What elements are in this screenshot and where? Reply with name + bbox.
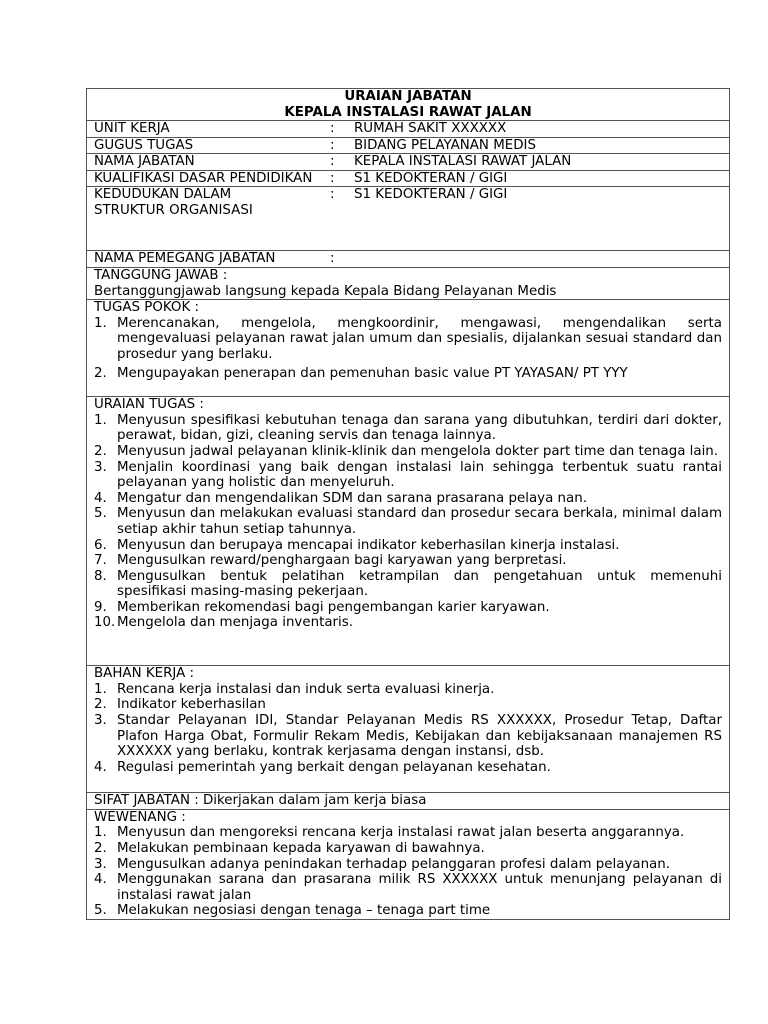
list-item — [94, 491, 722, 507]
section-bahan-kerja — [87, 666, 729, 793]
item-number: 1. — [94, 412, 107, 428]
item-text: Regulasi pemerintah yang berkait dengan pelayanan kesehatan. — [117, 759, 551, 775]
list-item — [94, 444, 722, 460]
field-value: RUMAH SAKIT XXXXXX — [354, 121, 507, 136]
item-number: 2. — [94, 365, 107, 381]
section-tanggung-jawab — [87, 268, 729, 300]
document-title — [87, 89, 729, 121]
section-tugas-pokok — [87, 300, 729, 397]
section-heading: BAHAN KERJA : — [94, 666, 195, 682]
list-item — [94, 553, 722, 569]
item-number: 2. — [94, 840, 107, 856]
item-text: Mengupayakan penerapan dan pemenuhan basic value PT YAYASAN/ PT YYY — [117, 365, 628, 381]
item-text: Rencana kerja instalasi dan induk serta evaluasi kinerja. — [117, 681, 495, 697]
item-text: Mengatur dan mengendalikan SDM dan sarana prasarana pelaya nan. — [117, 490, 587, 506]
item-text: Mengusulkan reward/penghargaan bagi karyawan yang berpretasi. — [117, 553, 567, 569]
item-number: 3. — [94, 856, 107, 872]
item-number: 4. — [94, 872, 107, 888]
item-number: 9. — [94, 599, 107, 615]
item-text: Menyusun spesifikasi kebutuhan tenaga dan sarana yang dibutuhkan, terdiri dari dokter, perawat, bidan, gizi, cleaning servis dan tenaga lainnya. — [117, 412, 722, 444]
item-number: 2. — [94, 697, 107, 713]
field-value: S1 KEDOKTERAN / GIGI — [354, 187, 508, 203]
item-text: Mengelola dan menjaga inventaris. — [117, 615, 353, 631]
tugas-pokok-list — [94, 316, 722, 381]
list-item — [94, 841, 722, 857]
item-text: Merencanakan, mengelola, mengkoordinir, mengawasi, mengendalikan serta mengevaluasi pelayanan rawat jalan umum dan spesialis, dijalankan sesuai standard dan prosedur yang berlaku. — [117, 315, 722, 362]
list-item — [94, 713, 722, 760]
list-item — [94, 600, 722, 616]
list-item — [94, 366, 722, 382]
item-number: 1. — [94, 315, 107, 331]
field-colon: : — [330, 251, 335, 267]
field-nama-jabatan — [87, 154, 729, 171]
field-colon: : — [330, 170, 335, 186]
field-label: KEDUDUKAN DALAM STRUKTUR ORGANISASI — [94, 187, 253, 218]
field-label: UNIT KERJA — [94, 121, 170, 136]
item-text: Menyusun dan melakukan evaluasi standard dan prosedur secara berkala, minimal dalam setiap akhir tahun setiap tahunnya. — [117, 506, 722, 537]
list-item — [94, 760, 722, 776]
field-kualifikasi-pendidikan — [87, 171, 729, 188]
section-text: Bertanggungjawab langsung kepada Kepala Bidang Pelayanan Medis — [94, 283, 557, 299]
item-text: Melakukan negosiasi dengan tenaga – tenaga part time — [117, 903, 491, 919]
item-text: Melakukan pembinaan kepada karyawan di bawahnya. — [117, 840, 485, 856]
uraian-tugas-list — [94, 413, 722, 631]
field-nama-pemegang-jabatan — [87, 251, 729, 268]
item-text: Menggunakan sarana dan prasarana milik RS XXXXXX untuk menunjang pelayanan di instalasi rawat jalan — [117, 872, 722, 903]
item-number: 5. — [94, 506, 107, 522]
field-unit-kerja — [87, 121, 729, 138]
list-item — [94, 316, 722, 363]
list-item — [94, 697, 722, 713]
item-number: 6. — [94, 537, 107, 553]
list-item — [94, 413, 722, 444]
field-value — [354, 251, 722, 267]
item-number: 8. — [94, 568, 107, 584]
field-label: GUGUS TUGAS — [94, 137, 194, 153]
item-number: 7. — [94, 553, 107, 569]
field-value: KEPALA INSTALASI RAWAT JALAN — [354, 154, 572, 170]
item-number: 3. — [94, 459, 107, 475]
field-kedudukan-struktur — [87, 187, 729, 251]
section-heading: URAIAN TUGAS : — [94, 397, 204, 413]
field-gugus-tugas — [87, 138, 729, 155]
item-number: 2. — [94, 443, 107, 459]
item-number: 5. — [94, 903, 107, 919]
title-line-1: URAIAN JABATAN — [344, 89, 472, 104]
section-heading: TUGAS POKOK : — [94, 300, 200, 316]
section-heading: WEWENANG : — [94, 809, 186, 825]
list-item — [94, 615, 722, 631]
list-item — [94, 538, 722, 554]
item-text: Standar Pelayanan IDI, Standar Pelayanan Medis RS XXXXXX, Prosedur Tetap, Daftar Plafon Harga Obat, Formulir Rekam Medis, Kebijakan dan kebijaksanaan manajemen RS XXXXXX yang berlaku, kontrak kerjasama dengan instansi, dsb. — [117, 712, 722, 760]
section-uraian-tugas — [87, 397, 729, 666]
item-number: 1. — [94, 681, 107, 697]
field-colon: : — [330, 121, 335, 136]
item-number: 1. — [94, 825, 107, 841]
field-value: BIDANG PELAYANAN MEDIS — [354, 137, 536, 153]
item-text: Menjalin koordinasi yang baik dengan instalasi lain sehingga terbentuk suatu rantai pelayanan yang holistic dan menyeluruh. — [117, 459, 722, 491]
list-item — [94, 682, 722, 698]
item-text: Mengusulkan bentuk pelatihan ketrampilan dan pengetahuan untuk memenuhi spesifikasi masing-masing pekerjaan. — [117, 568, 722, 600]
field-colon: : — [330, 154, 335, 170]
list-item — [94, 857, 722, 873]
item-text: Menyusun dan mengoreksi rencana kerja instalasi rawat jalan beserta anggarannya. — [117, 825, 685, 841]
list-item — [94, 903, 722, 919]
field-value: S1 KEDOKTERAN / GIGI — [354, 170, 508, 186]
list-item — [94, 825, 722, 841]
item-text: Menyusun jadwal pelayanan klinik-klinik dan mengelola dokter part time dan tenaga lain. — [117, 443, 719, 459]
list-item — [94, 872, 722, 903]
item-number: 10. — [94, 615, 116, 631]
item-text: Indikator keberhasilan — [117, 697, 266, 713]
list-item — [94, 460, 722, 491]
field-label: NAMA JABATAN — [94, 154, 195, 170]
section-sifat-jabatan — [87, 793, 729, 810]
item-number: 3. — [94, 712, 107, 728]
title-line-2: KEPALA INSTALASI RAWAT JALAN — [284, 104, 532, 120]
section-text: SIFAT JABATAN : Dikerjakan dalam jam kerja biasa — [94, 793, 427, 809]
field-label: KUALIFIKASI DASAR PENDIDIKAN — [94, 170, 313, 186]
item-number: 4. — [94, 759, 107, 775]
bahan-kerja-list — [94, 682, 722, 776]
item-text: Memberikan rekomendasi bagi pengembangan karier karyawan. — [117, 599, 550, 615]
item-text: Mengusulkan adanya penindakan terhadap pelanggaran profesi dalam pelayanan. — [117, 856, 671, 872]
section-wewenang — [87, 810, 729, 919]
job-description-table — [86, 88, 730, 920]
field-colon: : — [330, 137, 335, 153]
field-label: NAMA PEMEGANG JABATAN — [94, 251, 276, 267]
item-number: 4. — [94, 490, 107, 506]
field-colon: : — [330, 187, 335, 203]
wewenang-list — [94, 825, 722, 919]
list-item — [94, 569, 722, 600]
item-text: Menyusun dan berupaya mencapai indikator keberhasilan kinerja instalasi. — [117, 537, 620, 553]
section-heading: TANGGUNG JAWAB : — [94, 267, 228, 283]
list-item — [94, 506, 722, 537]
